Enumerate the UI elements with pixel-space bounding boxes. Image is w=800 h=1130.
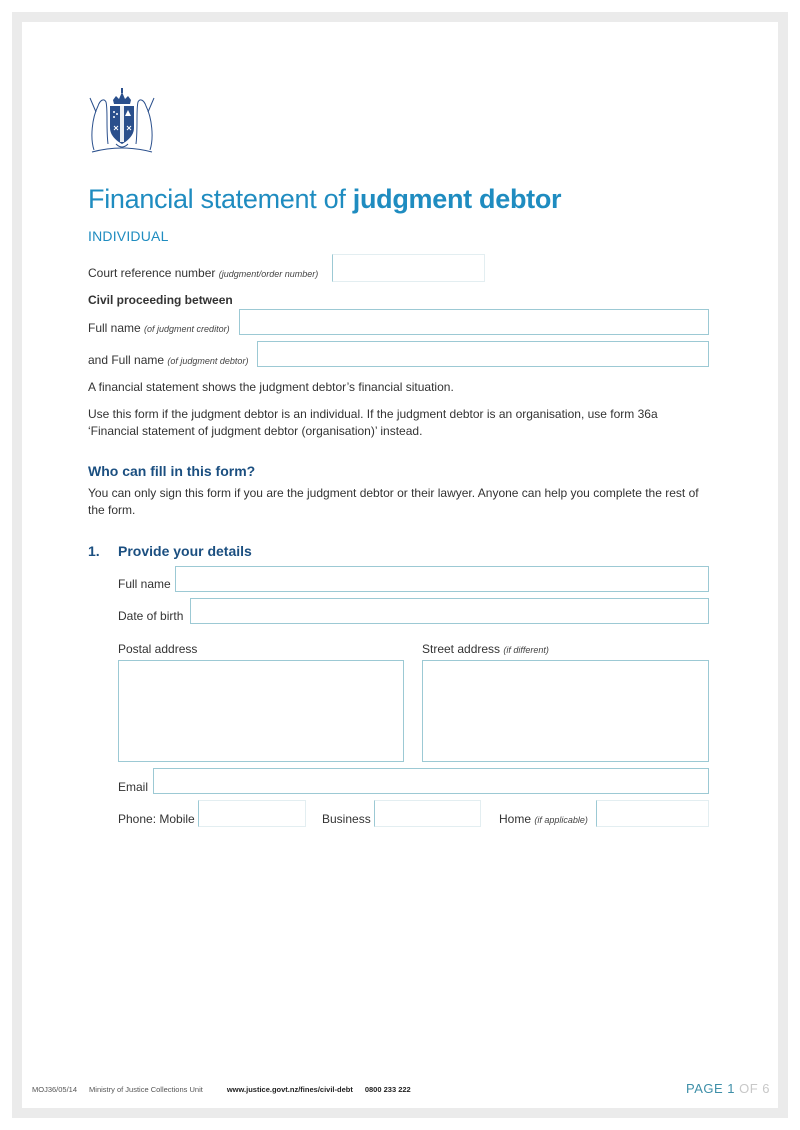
- title-bold: judgment debtor: [352, 184, 562, 214]
- email-label: Email: [118, 780, 149, 794]
- footer-info: [32, 1085, 411, 1094]
- form-code: MOJ36/05/14: [32, 1085, 78, 1094]
- email-field[interactable]: [153, 768, 709, 794]
- court-reference-label: Court reference number (judgment/order number): [88, 266, 319, 280]
- page-current: PAGE 1: [686, 1081, 736, 1096]
- phone-business-label: Business: [322, 812, 371, 826]
- page-total: OF 6: [735, 1081, 771, 1096]
- full-name-field[interactable]: [175, 566, 709, 592]
- court-reference-field[interactable]: [332, 254, 485, 282]
- page-number: [686, 1081, 770, 1096]
- debtor-name-hint: (of judgment debtor): [167, 356, 249, 366]
- phone-home-label: Home (if applicable): [499, 812, 588, 826]
- intro-paragraph-1: A financial statement shows the judgment debtor’s financial situation.: [88, 380, 454, 394]
- creditor-name-hint: (of judgment creditor): [144, 324, 230, 334]
- intro-paragraph-2-line-1: Use this form if the judgment debtor is an individual. If the judgment debtor is an organisation, use form 36a: [88, 407, 658, 421]
- full-name-label: Full name: [118, 577, 171, 591]
- footer-phone: 0800 233 222: [364, 1085, 411, 1094]
- footer-unit: Ministry of Justice Collections Unit: [89, 1085, 203, 1094]
- title-regular: Financial statement of: [88, 184, 353, 214]
- phone-business-field[interactable]: [374, 800, 481, 827]
- phone-home-hint: (if applicable): [534, 815, 588, 825]
- street-address-hint: (if different): [503, 645, 549, 655]
- court-reference-hint: (judgment/order number): [218, 269, 319, 279]
- footer-url[interactable]: www.justice.govt.nz/fines/civil-debt: [226, 1085, 353, 1094]
- who-can-fill-line-1: You can only sign this form if you are the judgment debtor or their lawyer. Anyone can help you complete the rest of: [88, 486, 699, 500]
- phone-mobile-field[interactable]: [198, 800, 306, 827]
- postal-address-field[interactable]: [118, 660, 404, 762]
- who-can-fill-text: [88, 485, 699, 519]
- street-address-field[interactable]: [422, 660, 709, 762]
- section-1-heading: Provide your details: [118, 543, 252, 559]
- creditor-name-field[interactable]: [239, 309, 709, 335]
- document-subtitle: INDIVIDUAL: [88, 228, 169, 244]
- phone-mobile-label: Phone: Mobile: [118, 812, 195, 826]
- creditor-name-label: Full name (of judgment creditor): [88, 321, 230, 335]
- debtor-name-field[interactable]: [257, 341, 709, 367]
- date-of-birth-field[interactable]: [190, 598, 709, 624]
- civil-proceeding-label: Civil proceeding between: [88, 293, 233, 307]
- street-address-label: Street address (if different): [422, 642, 549, 656]
- date-of-birth-label: Date of birth: [118, 609, 184, 623]
- phone-home-field[interactable]: [596, 800, 709, 827]
- section-1-number: 1.: [88, 543, 100, 559]
- intro-paragraph-2-line-2: ‘Financial statement of judgment debtor (organisation)’ instead.: [88, 424, 423, 438]
- who-can-fill-line-2: the form.: [88, 503, 136, 517]
- who-can-fill-heading: Who can fill in this form?: [88, 463, 256, 479]
- document-title: [88, 184, 561, 215]
- debtor-name-label: and Full name (of judgment debtor): [88, 353, 249, 367]
- nz-coat-of-arms-icon: [86, 88, 158, 156]
- postal-address-label: Postal address: [118, 642, 198, 656]
- intro-paragraph-2: [88, 406, 658, 440]
